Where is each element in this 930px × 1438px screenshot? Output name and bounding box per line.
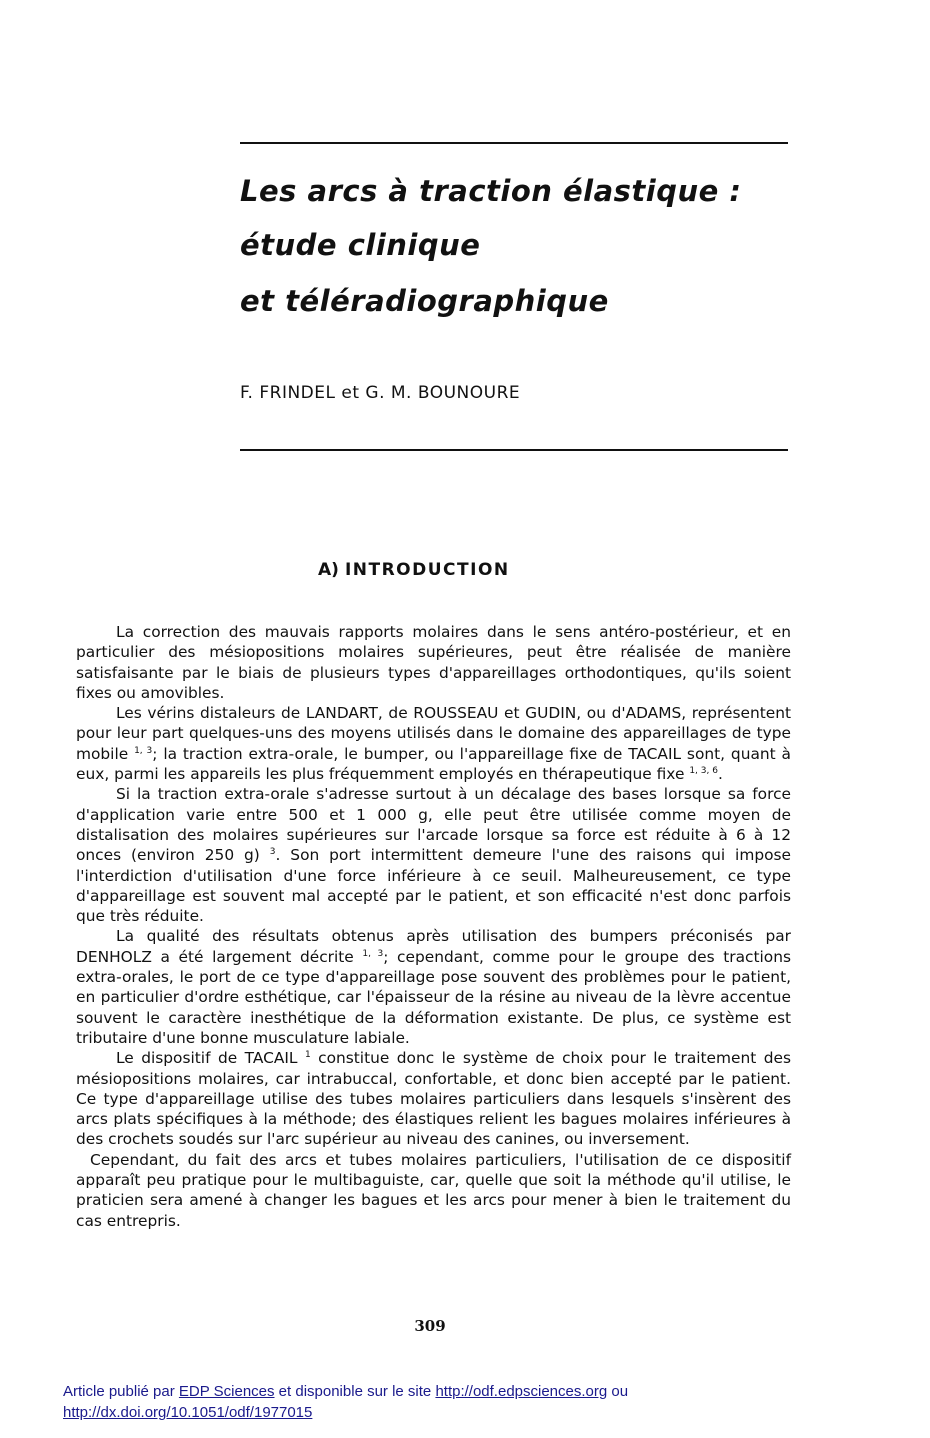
citation-ref: 1, 3, 6 — [689, 765, 718, 776]
citation-ref: 1, 3 — [134, 745, 153, 756]
paragraph-2 — [76, 703, 791, 784]
title-bottom-rule — [240, 449, 788, 451]
footer-text: Article publié par — [63, 1383, 179, 1400]
edp-sciences-link[interactable]: EDP Sciences — [178, 1383, 275, 1400]
article-title-line-3: et téléradiographique — [240, 284, 609, 318]
authors: F. FRINDEL et G. M. BOUNOURE — [240, 383, 521, 403]
doi-link[interactable]: http://dx.doi.org/10.1051/odf/1977015 — [63, 1404, 313, 1421]
paragraph-3-text-a: Si la traction extra-orale s'adresse surtout à un décalage des bases lorsque sa force d'application varie entre 500 et 1 000 g, elle peut être utilisée comme moyen de distalisation des molaires supérieures sur l'arcade lorsque sa force est réduite à 6 à 12 onces (environ 250 g) — [76, 785, 791, 865]
paragraph-2-text-c: . — [717, 765, 723, 784]
page-number: 309 — [414, 1317, 446, 1335]
paragraph-1: La correction des mauvais rapports molaires dans le sens antéro-postérieur, et en particulier des mésiopositions molaires supérieures, peut être réalisée de manière satisfaisante par le biais de plusieurs types d'appareillages orthodontiques, qu'ils soient fixes ou amovibles. — [76, 623, 791, 702]
paragraph-6: Cependant, du fait des arcs et tubes molaires particuliers, l'utilisation de ce dispositif apparaît peu pratique pour le multibaguiste, car, quelle que soit la méthode qu'il utilise, le praticien sera amené à changer les bagues et les arcs pour mener à bien le traitement du cas entrepris. — [76, 1150, 791, 1230]
footer-text: ou — [607, 1383, 629, 1400]
body-text — [76, 622, 791, 1231]
paragraph-4 — [76, 926, 791, 1048]
paragraph-3-text-b: . Son port intermittent demeure l'une des raisons qui impose l'interdiction d'utilisation d'une force inférieure à ce seuil. Malheureusement, ce type d'appareillage est souvent mal accepté par le patient, et son efficacité n'est donc parfois que très réduite. — [76, 846, 791, 926]
paragraph-4-text-b: ; cependant, comme pour le groupe des tractions extra-orales, le port de ce type d'appareillage pose souvent des problèmes pour le patient, en particulier d'ordre esthétique, car l'épaisseur de la résine au niveau de la lèvre accentue souvent le caractère inesthétique de la déformation existante. De plus, ce système est tributaire d'une bonne musculature labiale. — [76, 947, 791, 1047]
footer-text: et disponible sur le site — [274, 1383, 436, 1400]
citation-ref: 3 — [269, 847, 276, 858]
section-title: INTRODUCTION — [344, 560, 510, 580]
citation-ref: 1 — [304, 1050, 311, 1061]
article-title-line-1: Les arcs à traction élastique : — [240, 174, 742, 208]
paragraph-4-text-a: La qualité des résultats obtenus après utilisation des bumpers préconisés par DENHOLZ a été largement décrite — [76, 927, 791, 966]
paragraph-2-text-b: ; la traction extra-orale, le bumper, ou l'appareillage fixe de TACAIL sont, quant à eux, parmi les appareils les plus fréquemment employés en thérapeutique fixe — [76, 744, 791, 784]
paragraph-2-text-a: Les vérins distaleurs de LANDART, de ROUSSEAU et GUDIN, ou d'ADAMS, représentent pour leur part quelques-uns des moyens utilisés dans le domaine des appareillages de type mobile — [76, 704, 791, 763]
publisher-footer — [63, 1381, 863, 1423]
paragraph-5-text-b: constitue donc le système de choix pour le traitement des mésiopositions molaires, car intrabuccal, confortable, et donc bien accepté par le patient. Ce type d'appareillage utilise des tubes molaires particuliers dans lesquels s'insèrent des arcs plats spécifiques à la méthode; des élastiques relient les bagues molaires inférieures à des crochets soudés sur l'arc supérieur au niveau des canines, ou inversement. — [76, 1049, 791, 1149]
odf-site-link[interactable]: http://odf.edpsciences.org — [435, 1383, 608, 1400]
section-label: A) — [318, 560, 339, 580]
citation-ref: 1, 3 — [362, 948, 384, 959]
article-title-line-2: étude clinique — [240, 228, 481, 262]
paragraph-3 — [76, 784, 791, 926]
title-top-rule — [240, 142, 788, 144]
section-heading — [318, 560, 510, 580]
paragraph-5-text-a: Le dispositif de TACAIL — [116, 1049, 305, 1068]
paragraph-5 — [76, 1048, 791, 1149]
